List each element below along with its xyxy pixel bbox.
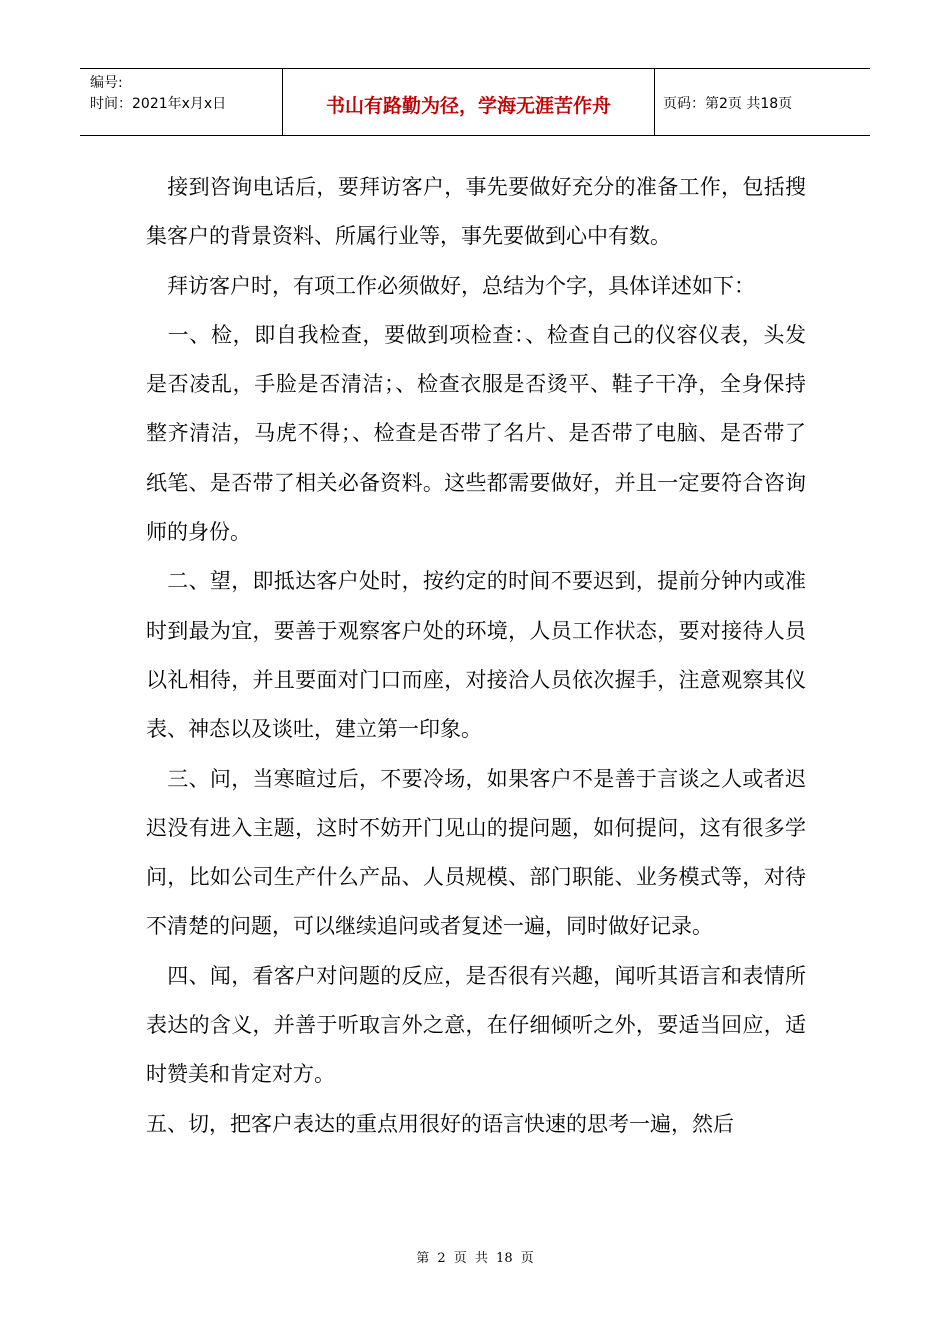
document-body bbox=[146, 163, 806, 1149]
document-date: 时间：2021年x月x日 bbox=[90, 96, 227, 112]
paragraph: 二、望，即抵达客户处时，按约定的时间不要迟到，提前分钟内或准时到最为宜，要善于观察客户处的环境，人员工作状态，要对接待人员以礼相待，并且要面对门口而座，对接洽人员依次握手，注意观察其仪表、神态以及谈吐，建立第一印象。 bbox=[146, 569, 806, 742]
page-footer: 第 2 页 共 18 页 bbox=[416, 1251, 534, 1266]
paragraph: 一、检，即自我检查，要做到项检查：、检查自己的仪容仪表，头发是否凌乱，手脸是否清洁；、检查衣服是否烫平、鞋子干净，全身保持整齐清洁，马虎不得；、检查是否带了名片、是否带了电脑、是否带了纸笔、是否带了相关必备资料。这些都需要做好，并且一定要符合咨询师的身份。 bbox=[146, 322, 806, 545]
header-meta bbox=[80, 69, 283, 135]
header-page-code: 页码：第2页 共18页 bbox=[663, 96, 793, 112]
document-header bbox=[80, 68, 870, 136]
document-number-label: 编号: bbox=[90, 75, 123, 91]
paragraph: 拜访客户时，有项工作必须做好，总结为个字，具体详述如下： bbox=[146, 273, 755, 298]
paragraph: 接到咨询电话后，要拜访客户，事先要做好充分的准备工作，包括搜集客户的背景资料、所属行业等，事先要做到心中有数。 bbox=[146, 175, 806, 249]
paragraph: 三、问，当寒暄过后，不要冷场，如果客户不是善于言谈之人或者迟迟没有进入主题，这时不妨开门见山的提问题，如何提问，这有很多学问，比如公司生产什么产品、人员规模、部门职能、业务模式等，对待不清楚的问题，可以继续追问或者复述一遍，同时做好记录。 bbox=[146, 766, 806, 939]
paragraph: 四、闻，看客户对问题的反应，是否很有兴趣，闻听其语言和表情所表达的含义，并善于听取言外之意，在仔细倾听之外，要适当回应，适时赞美和肯定对方。 bbox=[146, 963, 806, 1087]
paragraph: 五、切，把客户表达的重点用很好的语言快速的思考一遍，然后 bbox=[146, 1111, 734, 1136]
header-motto: 书山有路勤为径，学海无涯苦作舟 bbox=[283, 69, 655, 135]
